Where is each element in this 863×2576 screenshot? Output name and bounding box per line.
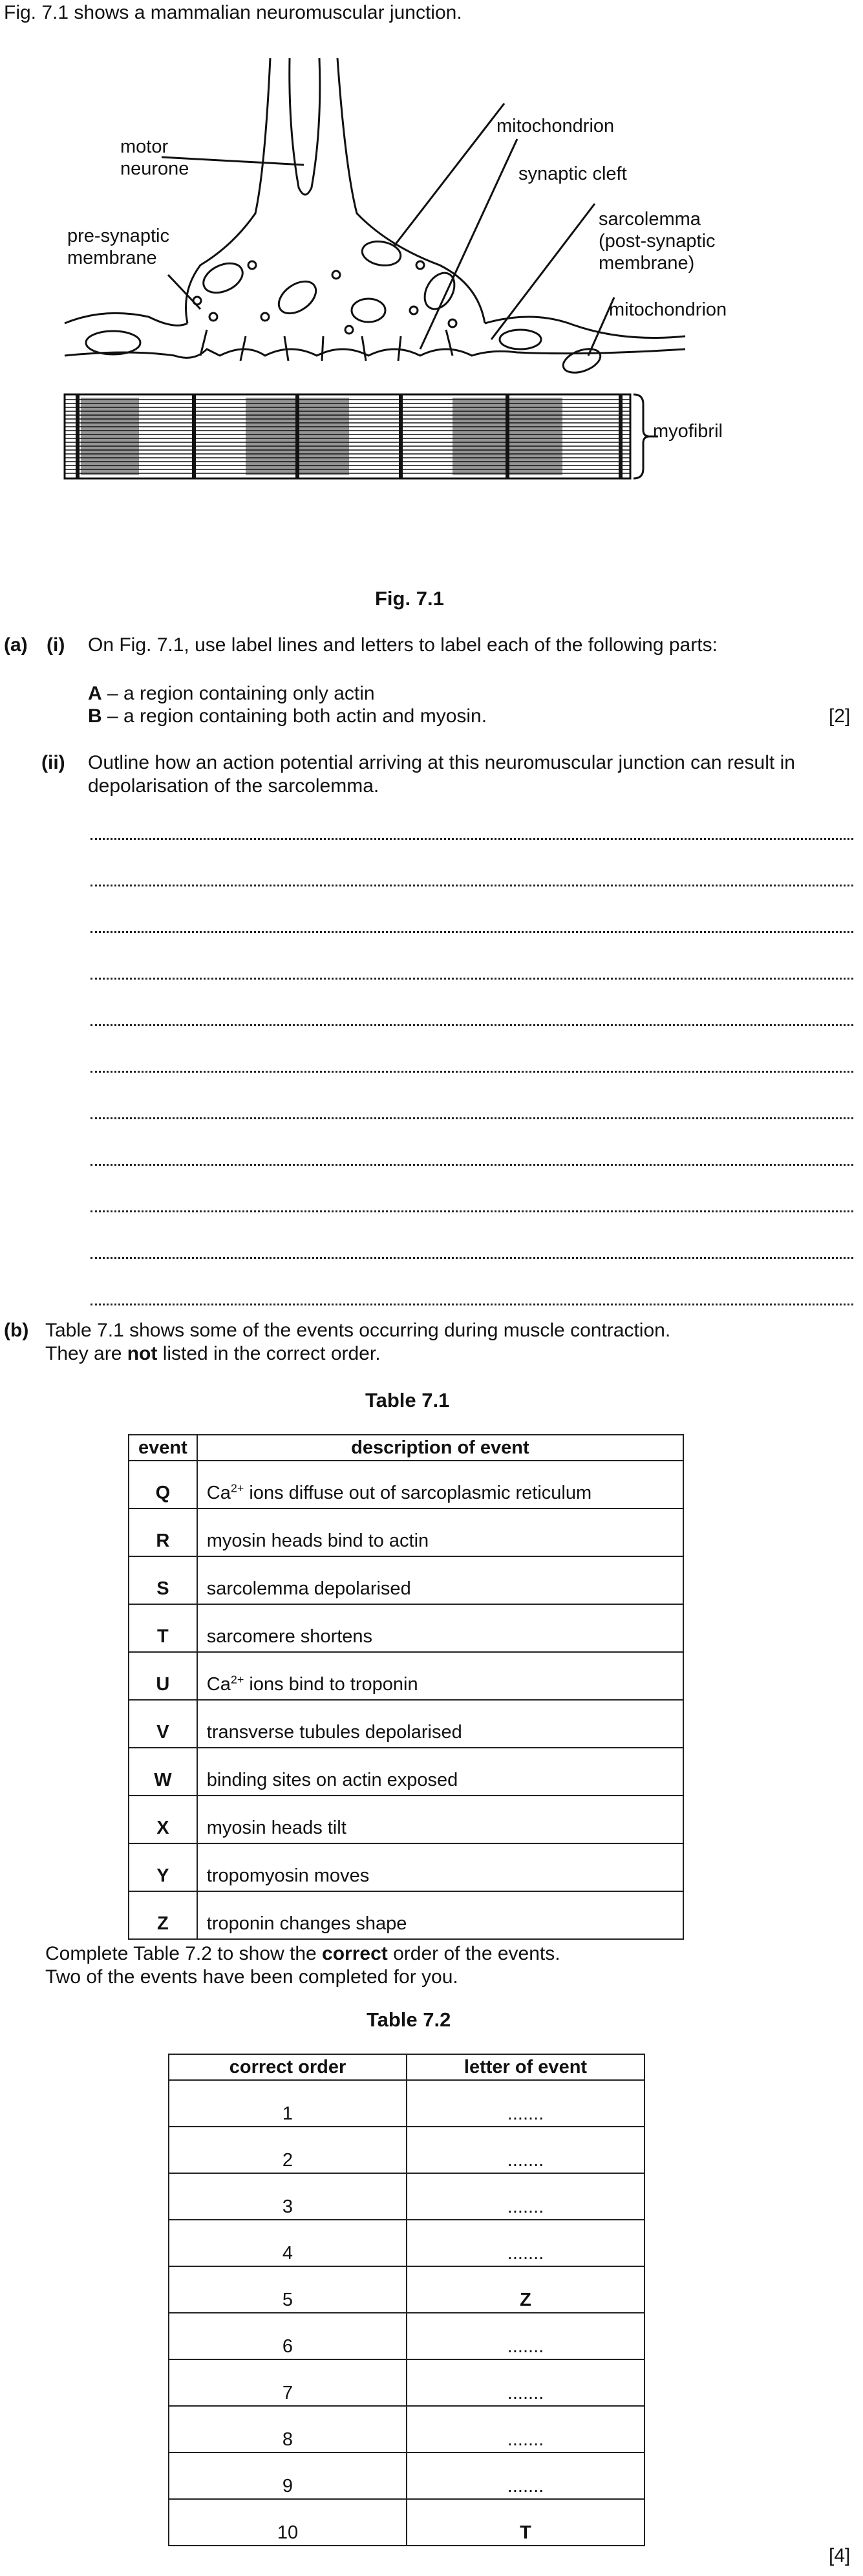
event-letter: R [129,1508,197,1556]
event-description: $Ca^{2+}$ ions diffuse out of sarcoplasmic reticulum [197,1461,683,1508]
event-letter: T [129,1604,197,1652]
table-row [129,1843,683,1891]
table-row [169,2080,645,2127]
table-row [129,1556,683,1604]
letter-answer-blank[interactable]: ....... [407,2220,645,2266]
table2-header-order: correct order [169,2054,407,2080]
table-row [129,1748,683,1796]
part-a-i-label: (i) [47,634,65,656]
event-letter: Z [129,1891,197,1939]
table1-header-description: description of event [197,1435,683,1461]
order-number: 6 [169,2313,407,2359]
table1-caption: Table 7.1 [365,1389,450,1411]
order-number: 7 [169,2359,407,2406]
label-myofibril: myofibril [653,421,723,442]
marks-b: [4] [829,2545,851,2566]
label-sarcolemma-2: (post-synaptic [599,231,716,252]
answer-line[interactable] [91,885,853,886]
complete-line2: Two of the events have been completed for you. [45,1966,458,1988]
label-presynaptic-2: membrane [67,248,157,268]
answer-line[interactable] [91,1164,853,1166]
label-synaptic-cleft: synaptic cleft [518,164,627,184]
table2-caption: Table 7.2 [367,2008,451,2031]
letter-answer-blank[interactable]: ....... [407,2173,645,2220]
figure-caption: Fig. 7.1 [375,587,444,610]
order-number: 4 [169,2220,407,2266]
table-row [169,2313,645,2359]
label-mitochondrion-top: mitochondrion [496,116,615,136]
table-row [169,2453,645,2499]
part-a-ii-line1: Outline how an action potential arriving at this neuromuscular junction can result in [88,752,795,773]
order-number: 3 [169,2173,407,2220]
table-row [129,1652,683,1700]
events-table [128,1434,684,1940]
table-row [169,2220,645,2266]
part-b-line2: They are not listed in the correct order. [45,1343,381,1364]
answer-line[interactable] [91,978,853,980]
marks-a-i: [2] [829,705,851,727]
event-letter: S [129,1556,197,1604]
answer-line[interactable] [91,838,853,840]
order-number: 10 [169,2499,407,2546]
order-table [168,2054,645,2546]
order-number: 1 [169,2080,407,2127]
letter-answer-blank[interactable]: ....... [407,2406,645,2453]
event-description: sarcolemma depolarised [197,1556,683,1604]
part-a-i-text: On Fig. 7.1, use label lines and letters to label each of the following parts: [88,634,718,656]
answer-line[interactable] [91,1257,853,1259]
table-row [129,1508,683,1556]
table1-header-event: event [129,1435,197,1461]
label-sarcolemma-1: sarcolemma [599,209,701,230]
event-letter: X [129,1796,197,1843]
event-letter: V [129,1700,197,1748]
answer-line[interactable] [91,1024,853,1026]
part-a-ii-label: (ii) [41,752,65,773]
event-description: tropomyosin moves [197,1843,683,1891]
table-row [129,1604,683,1652]
neuromuscular-junction-figure [0,52,863,491]
part-b-label: (b) [4,1320,29,1341]
order-number: 9 [169,2453,407,2499]
event-description: sarcomere shortens [197,1604,683,1652]
event-description: myosin heads bind to actin [197,1508,683,1556]
item-a: A – a region containing only actin [88,683,375,704]
table-row [169,2406,645,2453]
given-letter: T [407,2499,645,2546]
table-row [129,1700,683,1748]
event-description: binding sites on actin exposed [197,1748,683,1796]
part-a-ii-line2: depolarisation of the sarcolemma. [88,775,379,797]
order-number: 8 [169,2406,407,2453]
table-row [129,1461,683,1508]
answer-line[interactable] [91,931,853,933]
answer-line[interactable] [91,1210,853,1212]
table-row [169,2173,645,2220]
event-letter: W [129,1748,197,1796]
label-motor-neurone-1: motor [120,136,169,157]
event-description: myosin heads tilt [197,1796,683,1843]
order-number: 2 [169,2127,407,2173]
label-presynaptic-1: pre-synaptic [67,226,169,246]
label-motor-neurone-2: neurone [120,158,189,179]
event-description: transverse tubules depolarised [197,1700,683,1748]
table2-header-letter: letter of event [407,2054,645,2080]
answer-line[interactable] [91,1304,853,1305]
order-number: 5 [169,2266,407,2313]
letter-answer-blank[interactable]: ....... [407,2080,645,2127]
part-a-label: (a) [4,634,28,656]
intro-text: Fig. 7.1 shows a mammalian neuromuscular junction. [4,2,462,23]
event-letter: Q [129,1461,197,1508]
table-row [169,2359,645,2406]
given-letter: Z [407,2266,645,2313]
letter-answer-blank[interactable]: ....... [407,2359,645,2406]
answer-line[interactable] [91,1117,853,1119]
label-mitochondrion-right: mitochondrion [609,299,727,320]
table-row [169,2499,645,2546]
event-letter: U [129,1652,197,1700]
item-b: B – a region containing both actin and myosin. [88,705,487,727]
event-description: troponin changes shape [197,1891,683,1939]
letter-answer-blank[interactable]: ....... [407,2313,645,2359]
event-letter: Y [129,1843,197,1891]
table-row [129,1891,683,1939]
event-description: $Ca^{2+}$ ions bind to troponin [197,1652,683,1700]
table-row [169,2127,645,2173]
letter-answer-blank[interactable]: ....... [407,2127,645,2173]
part-b-line1: Table 7.1 shows some of the events occurring during muscle contraction. [45,1320,671,1341]
table-row [129,1796,683,1843]
complete-line1: Complete Table 7.2 to show the correct order of the events. [45,1943,560,1964]
answer-line[interactable] [91,1071,853,1073]
label-sarcolemma-3: membrane) [599,253,695,274]
letter-answer-blank[interactable]: ....... [407,2453,645,2499]
table-row [169,2266,645,2313]
